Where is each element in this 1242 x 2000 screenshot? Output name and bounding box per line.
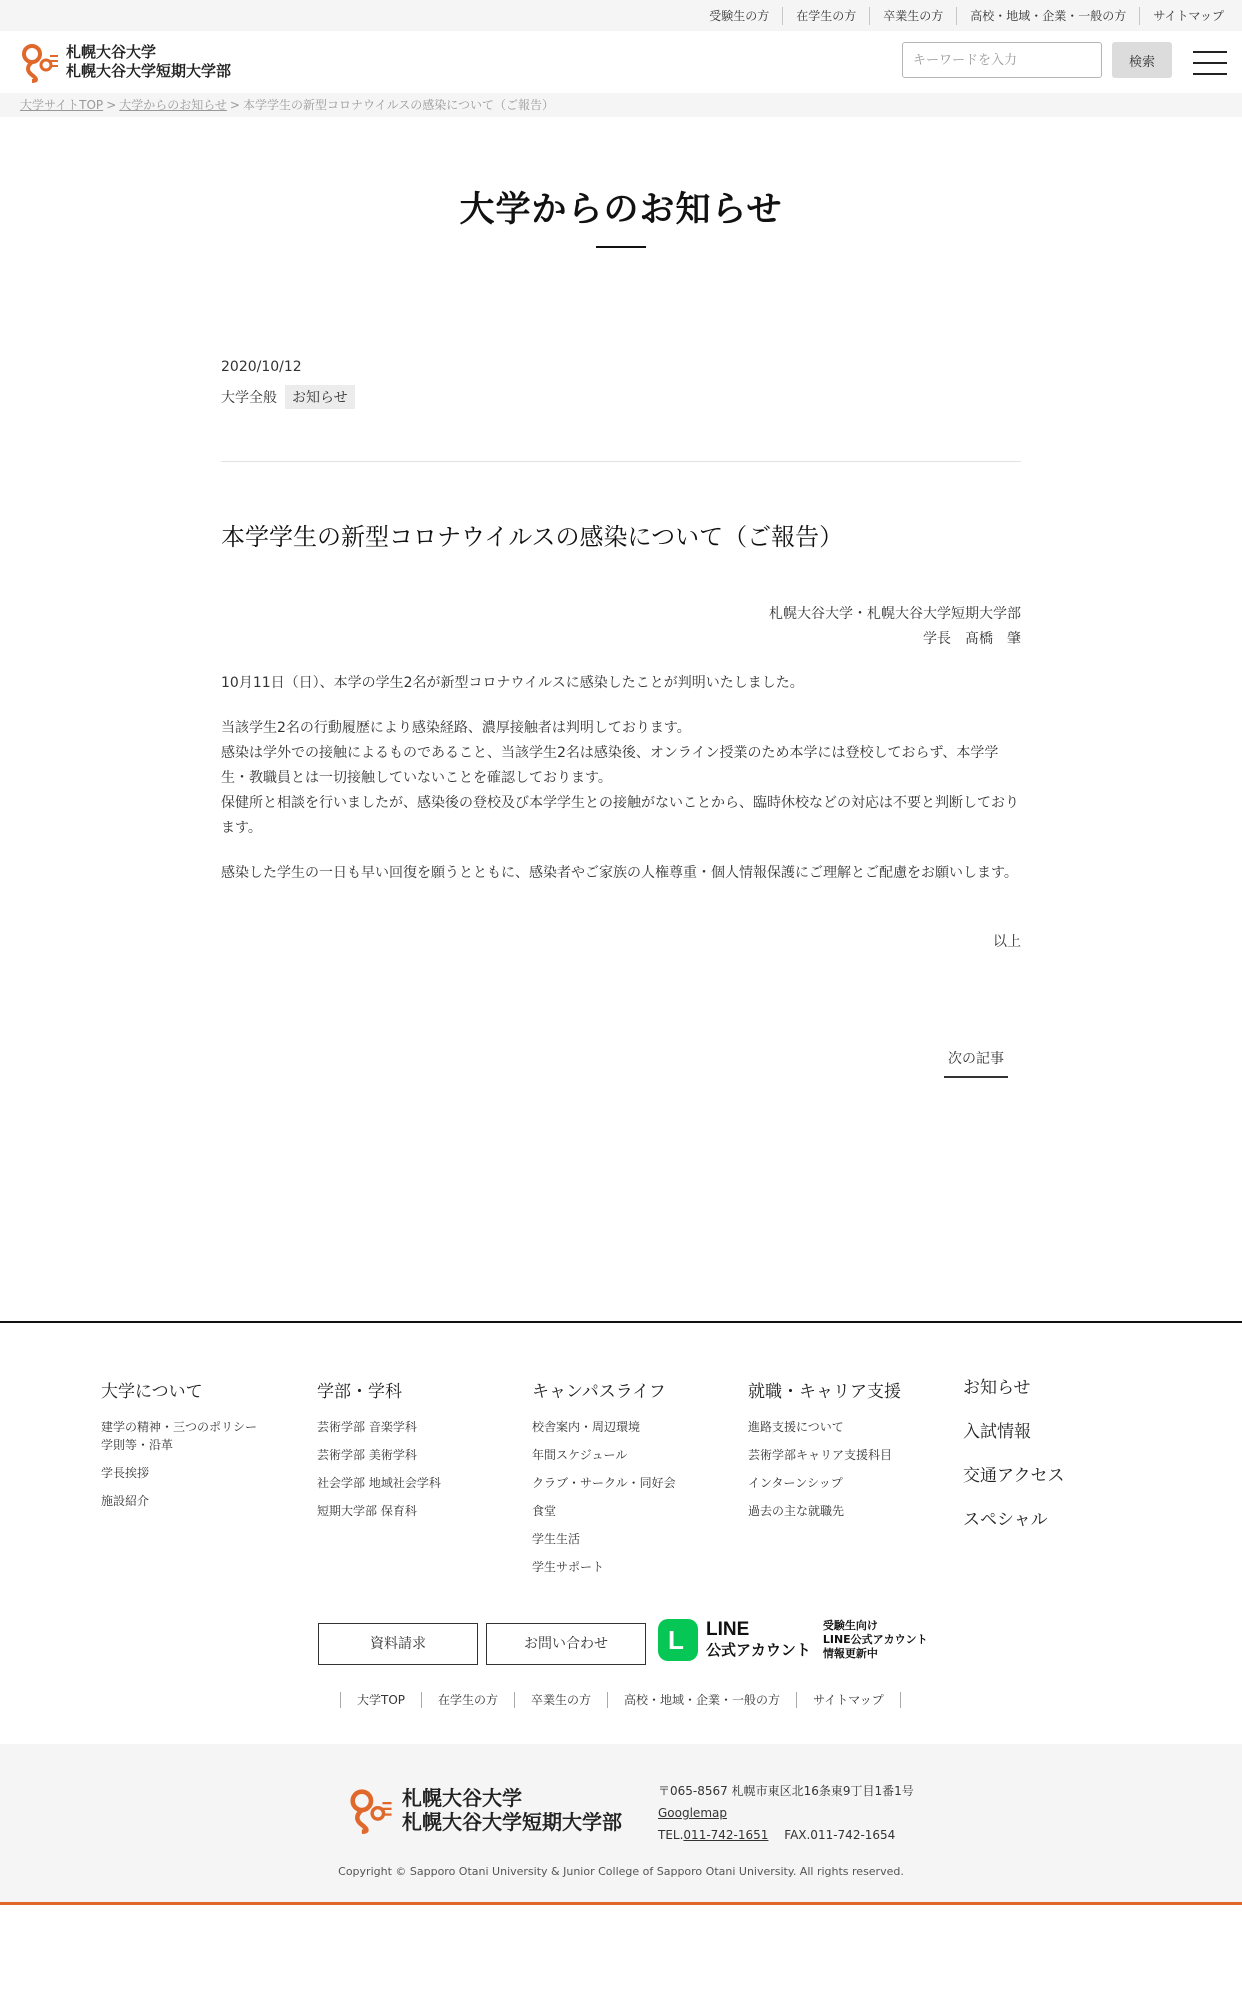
- footer-link[interactable]: 建学の精神・三つのポリシー 学則等・沿革: [101, 1420, 258, 1452]
- breadcrumb-separator: >: [106, 98, 117, 112]
- footer-column-about: [101, 1377, 257, 1520]
- divider: [221, 461, 1021, 462]
- footer-heading[interactable]: 就職・キャリア支援: [748, 1382, 901, 1402]
- footer-link-access[interactable]: 交通アクセス: [963, 1466, 1065, 1486]
- footer-link[interactable]: 芸術学部キャリア支援科目: [748, 1448, 893, 1462]
- article-date: 2020/10/12: [221, 359, 302, 375]
- search-input[interactable]: [902, 42, 1102, 78]
- site-header: [0, 31, 1242, 93]
- footer-nav-alumni[interactable]: 卒業生の方: [514, 1692, 607, 1708]
- line-note-line: 情報更新中: [822, 1647, 878, 1660]
- logo-name-college: 札幌大谷大学短期大学部: [66, 62, 232, 80]
- footer-link[interactable]: 食堂: [532, 1504, 557, 1518]
- footer-heading[interactable]: 学部・学科: [317, 1382, 402, 1402]
- footer-link[interactable]: 学長挨拶: [101, 1466, 150, 1480]
- article-category[interactable]: 大学全般: [221, 390, 277, 406]
- fax-number: FAX.011-742-1654: [784, 1828, 896, 1842]
- line-note: [823, 1619, 928, 1661]
- footer-nav-sitemap[interactable]: サイトマップ: [796, 1692, 900, 1708]
- footer-link-news[interactable]: お知らせ: [963, 1378, 1031, 1398]
- footer-logo[interactable]: [348, 1786, 622, 1834]
- request-materials-button[interactable]: 資料請求: [318, 1623, 478, 1665]
- footer-link[interactable]: 短期大学部 保育科: [317, 1504, 417, 1518]
- article-categories: [221, 385, 355, 409]
- article-tag[interactable]: お知らせ: [285, 385, 355, 409]
- tel-link[interactable]: 011-742-1651: [683, 1828, 769, 1842]
- google-map-link[interactable]: Googlemap: [658, 1806, 727, 1820]
- footer-link-special[interactable]: スペシャル: [963, 1510, 1048, 1530]
- footer-link[interactable]: インターンシップ: [748, 1476, 843, 1490]
- signature-president: 学長 髙橋 肇: [923, 631, 1021, 647]
- utility-link-alumni[interactable]: 卒業生の方: [869, 7, 956, 25]
- article-paragraph: 10月11日（日）、本学の学生2名が新型コロナウイルスに感染したことが判明いたしました。: [221, 675, 804, 691]
- logo-text: [66, 43, 231, 81]
- signature-organization: 札幌大谷大学・札幌大谷大学短期大学部: [769, 606, 1021, 622]
- utility-nav: [696, 0, 1237, 31]
- footer-link[interactable]: 過去の主な就職先: [748, 1504, 845, 1518]
- line-note-line: 受験生向け: [822, 1619, 878, 1632]
- footer-link[interactable]: 年間スケジュール: [532, 1448, 628, 1462]
- footer-address-block: [658, 1780, 914, 1846]
- next-article-link[interactable]: 次の記事: [944, 1048, 1008, 1078]
- contact-button[interactable]: お問い合わせ: [486, 1623, 646, 1665]
- footer-address: 〒065-8567 札幌市東区北16条東9丁目1番1号: [658, 1784, 914, 1798]
- footer-nav-general[interactable]: 高校・地域・企業・一般の方: [607, 1692, 796, 1708]
- footer-logo-college: 札幌大谷大学短期大学部: [402, 1810, 622, 1834]
- university-logo-icon: [348, 1786, 394, 1834]
- footer-link[interactable]: 芸術学部 美術学科: [317, 1448, 417, 1462]
- footer-logo-text: [402, 1786, 622, 1834]
- footer-link[interactable]: 芸術学部 音楽学科: [317, 1420, 417, 1434]
- footer-divider: [0, 1321, 1242, 1323]
- utility-link-applicants[interactable]: 受験生の方: [709, 8, 770, 23]
- line-wordmark: [706, 1620, 811, 1660]
- footer-nav-students[interactable]: 在学生の方: [421, 1692, 514, 1708]
- line-official-account-banner[interactable]: [658, 1619, 928, 1661]
- footer-link[interactable]: クラブ・サークル・同好会: [532, 1476, 676, 1490]
- article-paragraph: 感染した学生の一日も早い回復を願うとともに、感染者やご家族の人権尊重・個人情報保護にご理解とご配慮をお願いします。: [221, 865, 1018, 881]
- footer-link[interactable]: 学生生活: [532, 1532, 581, 1546]
- footer-link[interactable]: 学生サポート: [532, 1560, 605, 1574]
- footer-column-campus-life: [532, 1377, 676, 1586]
- footer-bottom-nav: [340, 1692, 901, 1708]
- article-signature: [769, 602, 1021, 652]
- tel-label: TEL.: [658, 1828, 684, 1842]
- breadcrumb: [0, 93, 1242, 117]
- article-paragraph: 当該学生2名の行動履歴により感染経路、濃厚接触者は判明しております。 感染は学外での接触によるものであること、当該学生2名は感染後、オンライン授業のため本学には登校しておらず、本学学生・教職員とは一切接触していないことを確認しております。 保健所と相談を行いましたが、感染後の登校及び本学学生との接触がないことから、臨時休校などの対応は不要と判断しております。: [221, 720, 1019, 836]
- utility-link-students[interactable]: 在学生の方: [782, 7, 869, 25]
- footer-link[interactable]: 進路支援について: [748, 1420, 844, 1434]
- university-logo-icon: [20, 41, 60, 83]
- menu-icon[interactable]: [1193, 51, 1227, 75]
- footer-link[interactable]: 社会学部 地域社会学科: [317, 1476, 441, 1490]
- footer-link[interactable]: 校舎案内・周辺環境: [532, 1420, 641, 1434]
- article-body: [221, 671, 1021, 906]
- breadcrumb-link-top[interactable]: 大学サイトTOP: [20, 98, 104, 112]
- article-title: 本学学生の新型コロナウイルスの感染について（ご報告）: [221, 523, 844, 551]
- title-underline: [596, 246, 646, 248]
- footer-heading[interactable]: 大学について: [101, 1382, 203, 1402]
- line-icon: L: [658, 1619, 698, 1661]
- footer-column-faculties: [317, 1377, 441, 1530]
- site-logo[interactable]: [20, 41, 231, 83]
- line-wordmark-title: LINE: [706, 1619, 750, 1640]
- utility-link-general[interactable]: 高校・地域・企業・一般の方: [956, 7, 1139, 25]
- article-closing: 以上: [993, 934, 1021, 950]
- page-title: 大学からのお知らせ: [459, 190, 783, 230]
- line-note-line: LINE公式アカウント: [822, 1633, 928, 1646]
- footer-column-main-links: [963, 1377, 1065, 1553]
- footer-accent-line: [0, 1902, 1242, 1905]
- footer-column-career: [748, 1377, 901, 1530]
- footer-link[interactable]: 施設紹介: [101, 1494, 150, 1508]
- top-utility-bar: [0, 0, 1242, 31]
- line-wordmark-subtitle: 公式アカウント: [706, 1641, 811, 1659]
- utility-link-sitemap[interactable]: サイトマップ: [1139, 7, 1237, 25]
- footer-link-admissions[interactable]: 入試情報: [963, 1422, 1031, 1442]
- breadcrumb-link-news[interactable]: 大学からのお知らせ: [119, 98, 227, 112]
- copyright: Copyright © Sapporo Otani University & Junior College of Sapporo Otani University. All rights reserved.: [338, 1865, 904, 1878]
- search-button[interactable]: 検索: [1112, 42, 1172, 78]
- footer-heading[interactable]: キャンパスライフ: [532, 1382, 666, 1402]
- breadcrumb-separator: >: [229, 98, 240, 112]
- footer-nav-top[interactable]: 大学TOP: [357, 1693, 406, 1707]
- footer-bottom: [0, 1744, 1242, 1902]
- logo-name-university: 札幌大谷大学: [66, 43, 157, 61]
- breadcrumb-current: 本学学生の新型コロナウイルスの感染について（ご報告）: [242, 98, 555, 112]
- footer-logo-university: 札幌大谷大学: [402, 1786, 522, 1810]
- footer-phone-line: [658, 1824, 914, 1846]
